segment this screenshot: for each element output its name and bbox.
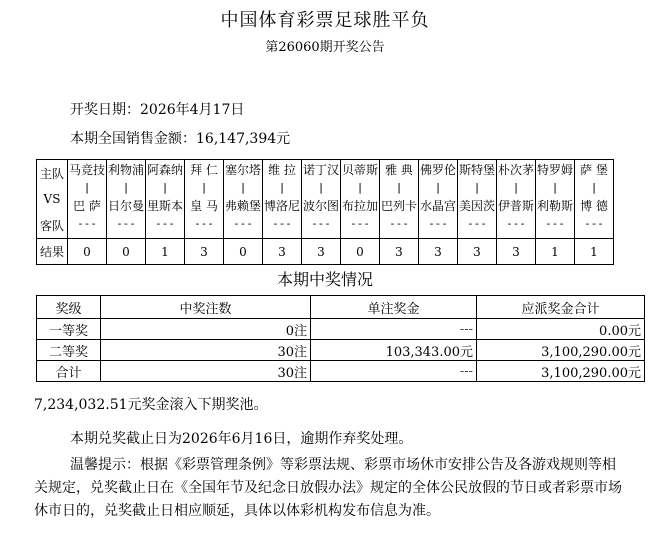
match-column: [380, 160, 419, 239]
match-dash: ---: [311, 216, 331, 230]
prize-level: 二等奖: [37, 340, 101, 361]
match-result: 0: [341, 239, 380, 265]
away-team: 日尔曼: [107, 198, 144, 213]
prize-total: 0.00元: [477, 319, 645, 340]
page-title: 中国体育彩票足球胜平负: [220, 10, 430, 31]
prize-table: [36, 295, 645, 382]
match-column: [107, 160, 146, 239]
match-column: [419, 160, 458, 239]
prize-row-first: [37, 319, 645, 340]
home-team: 诺丁汉: [302, 162, 339, 177]
match-column: [341, 160, 380, 239]
away-team: 巴 萨: [73, 198, 101, 213]
match-dash: ---: [545, 216, 565, 230]
match-result: 0: [224, 239, 263, 265]
vs-mark: |: [551, 180, 559, 194]
prize-header-row: [37, 296, 645, 319]
away-label: 客队: [39, 218, 64, 233]
match-column: [302, 160, 341, 239]
match-result: 3: [458, 239, 497, 265]
away-team: 巴列卡: [380, 198, 417, 213]
match-result: 3: [302, 239, 341, 265]
match-dash: ---: [233, 216, 253, 230]
result-row: [37, 239, 614, 265]
away-team: 伊普斯: [497, 198, 534, 213]
match-result: 1: [146, 239, 185, 265]
vs-mark: |: [356, 180, 364, 194]
vs-mark: |: [473, 180, 481, 194]
vs-mark: |: [317, 180, 325, 194]
prize-winners: 0注: [101, 319, 311, 340]
header-single-prize: 单注奖金: [311, 296, 477, 319]
open-date: 开奖日期：2026年4月17日: [70, 102, 245, 118]
match-dash: ---: [350, 216, 370, 230]
match-dash: ---: [467, 216, 487, 230]
match-dash: ---: [155, 216, 175, 230]
deadline-note: 本期兑奖截止日为2026年6月16日，逾期作弃奖处理。: [70, 431, 413, 447]
home-team: 维 拉: [268, 162, 296, 177]
match-dash: ---: [194, 216, 214, 230]
vs-mark: |: [122, 180, 130, 194]
match-column: [458, 160, 497, 239]
away-team: 利勒斯: [536, 198, 573, 213]
prize-level: 一等奖: [37, 319, 101, 340]
home-team: 阿森纳: [146, 162, 183, 177]
away-team: 博 德: [580, 198, 608, 213]
match-result: 1: [536, 239, 575, 265]
prize-total: 3,100,290.00元: [477, 340, 645, 361]
vs-mark: |: [239, 180, 247, 194]
match-dash: ---: [584, 216, 604, 230]
vs-mark: |: [83, 180, 91, 194]
match-result: 3: [185, 239, 224, 265]
prize-single: ---: [311, 361, 477, 382]
match-dash: ---: [428, 216, 448, 230]
vs-mark: |: [278, 180, 286, 194]
match-result: 3: [380, 239, 419, 265]
prize-total: 3,100,290.00元: [477, 361, 645, 382]
header-level: 奖级: [37, 296, 101, 319]
match-column: [185, 160, 224, 239]
prize-row-total: [37, 361, 645, 382]
home-team: 贝蒂斯: [341, 162, 378, 177]
match-dash: ---: [389, 216, 409, 230]
home-team: 拜 仁: [190, 162, 218, 177]
prize-single: 103,343.00元: [311, 340, 477, 361]
home-team: 塞尔塔: [224, 162, 261, 177]
match-column: [146, 160, 185, 239]
away-team: 布拉加: [341, 198, 378, 213]
team-row-labels: [37, 160, 68, 239]
draw-number: 第26060期开奖公告: [265, 40, 385, 55]
vs-mark: |: [590, 180, 598, 194]
vs-mark: |: [395, 180, 403, 194]
match-result: 0: [68, 239, 107, 265]
match-result: 3: [263, 239, 302, 265]
vs-mark: |: [434, 180, 442, 194]
match-dash: ---: [116, 216, 136, 230]
home-team: 马竞技: [68, 162, 105, 177]
home-team: 佛罗伦: [419, 162, 456, 177]
away-team: 水晶宫: [419, 198, 456, 213]
team-row: [37, 160, 614, 239]
match-result: 3: [497, 239, 536, 265]
match-dash: ---: [506, 216, 526, 230]
match-result: 3: [419, 239, 458, 265]
match-result: 0: [107, 239, 146, 265]
match-column: [575, 160, 614, 239]
sales-amount: 本期全国销售金额：16,147,394元: [70, 131, 291, 147]
vs-mark: |: [161, 180, 169, 194]
result-label: 结果: [37, 239, 68, 265]
match-result: 1: [575, 239, 614, 265]
away-team: 美因茨: [458, 198, 495, 213]
prize-section-title: 本期中奖情况: [276, 270, 373, 289]
match-column: [497, 160, 536, 239]
away-team: 里斯本: [146, 198, 183, 213]
prize-single: ---: [311, 319, 477, 340]
match-table: [36, 159, 614, 265]
match-column: [536, 160, 575, 239]
header-winners: 中奖注数: [101, 296, 311, 319]
away-team: 皇 马: [190, 198, 218, 213]
reminder-note: 温馨提示：根据《彩票管理条例》等彩票法规、彩票市场休市安排公告及各游戏规则等相关规定，兑奖截止日在《全国年节及纪念日放假办法》规定的全体公民放假的节日或者彩票市场休市日的，兑奖截止日相应顺延，具体以体彩机构发布信息为准。: [34, 457, 622, 519]
vs-label: VS: [43, 192, 61, 206]
vs-mark: |: [200, 180, 208, 194]
home-team: 斯特堡: [458, 162, 495, 177]
home-label: 主队: [39, 166, 64, 181]
rollover-note: 7,234,032.51元奖金滚入下期奖池。: [34, 397, 268, 413]
match-column: [224, 160, 263, 239]
match-dash: ---: [272, 216, 292, 230]
header-total-prize: 应派奖金合计: [477, 296, 645, 319]
match-column: [263, 160, 302, 239]
home-team: 利物浦: [107, 162, 144, 177]
home-team: 雅 典: [385, 162, 413, 177]
prize-winners: 30注: [101, 340, 311, 361]
match-dash: ---: [77, 216, 97, 230]
vs-mark: |: [512, 180, 520, 194]
home-team: 萨 堡: [580, 162, 608, 177]
prize-row-second: [37, 340, 645, 361]
away-team: 博洛尼: [263, 198, 300, 213]
match-column: [68, 160, 107, 239]
away-team: 弗赖堡: [224, 198, 261, 213]
home-team: 特罗姆: [536, 162, 573, 177]
prize-level: 合计: [37, 361, 101, 382]
home-team: 朴次茅: [497, 162, 534, 177]
prize-winners: 30注: [101, 361, 311, 382]
away-team: 波尔图: [302, 198, 339, 213]
